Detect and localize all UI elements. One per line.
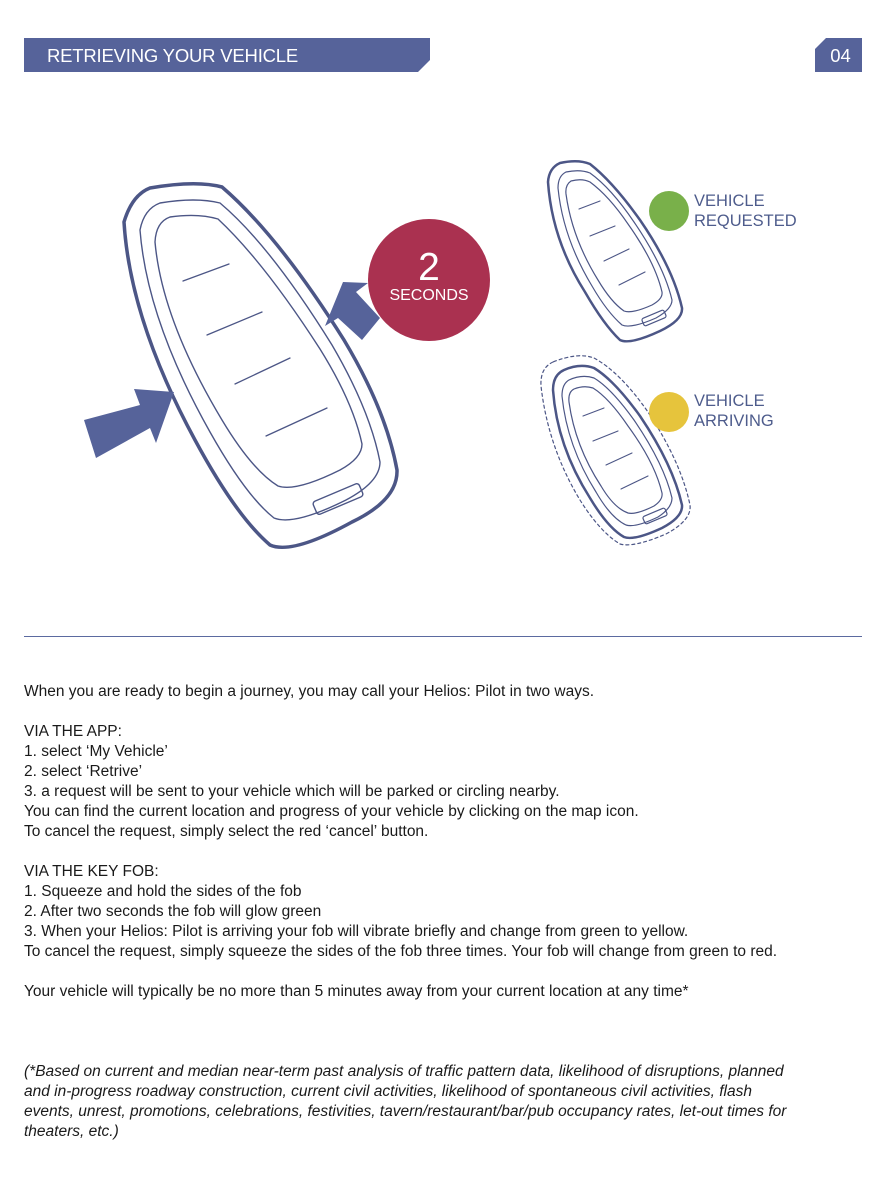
small-key-fob-arriving-icon	[541, 356, 690, 545]
status-line: VEHICLE	[694, 392, 765, 410]
intro-paragraph: When you are ready to begin a journey, you may call your Helios: Pilot in two ways.	[24, 683, 595, 700]
status-line: ARRIVING	[694, 412, 774, 430]
app-section-heading: VIA THE APP:	[24, 723, 122, 740]
two-seconds-badge	[368, 219, 490, 341]
fob-step-line: 2. After two seconds the fob will glow green	[24, 903, 322, 920]
fob-section-heading: VIA THE KEY FOB:	[24, 863, 159, 880]
footnote-line: theaters, etc.)	[24, 1123, 119, 1140]
section-divider	[24, 636, 862, 637]
page-number: 04	[830, 45, 851, 66]
status-line: VEHICLE	[694, 192, 765, 210]
green-status-dot	[649, 191, 689, 231]
app-step-line: 1. select ‘My Vehicle’	[24, 743, 168, 760]
footnote-line: events, unrest, promotions, celebrations, festivities, tavern/restaurant/bar/pub occupancy rates, let-out times for	[24, 1103, 787, 1120]
squeeze-arrow-left-icon	[84, 389, 174, 458]
section-title: RETRIEVING YOUR VEHICLE	[47, 45, 299, 66]
instructions-text	[24, 682, 874, 1002]
fob-step-line: To cancel the request, simply squeeze the sides of the fob three times. Your fob will change from green to red.	[24, 943, 778, 960]
app-step-line: 2. select ‘Retrive’	[24, 763, 143, 780]
status-label-arriving	[694, 391, 774, 431]
status-label-requested	[694, 191, 797, 231]
badge-number: 2	[418, 246, 440, 289]
fob-step-line: 1. Squeeze and hold the sides of the fob	[24, 883, 302, 900]
app-step-line: You can find the current location and progress of your vehicle by clicking on the map icon.	[24, 803, 639, 820]
footnote-line: (*Based on current and median near-term past analysis of traffic pattern data, likelihood of disruptions, planned	[24, 1063, 784, 1080]
footnote	[24, 1062, 869, 1142]
badge-label: SECONDS	[389, 287, 469, 304]
small-key-fob-requested-icon	[548, 161, 682, 341]
closing-paragraph: Your vehicle will typically be no more than 5 minutes away from your current location at any time*	[24, 983, 689, 1000]
app-step-line: 3. a request will be sent to your vehicle which will be parked or circling nearby.	[24, 783, 560, 800]
app-step-line: To cancel the request, simply select the red ‘cancel’ button.	[24, 823, 429, 840]
yellow-status-dot	[649, 392, 689, 432]
status-line: REQUESTED	[694, 212, 797, 230]
footnote-line: and in-progress roadway construction, current civil activities, likelihood of spontaneous civil activities, flash	[24, 1083, 752, 1100]
large-key-fob-icon	[124, 184, 397, 548]
fob-step-line: 3. When your Helios: Pilot is arriving your fob will vibrate briefly and change from green to yellow.	[24, 923, 689, 940]
